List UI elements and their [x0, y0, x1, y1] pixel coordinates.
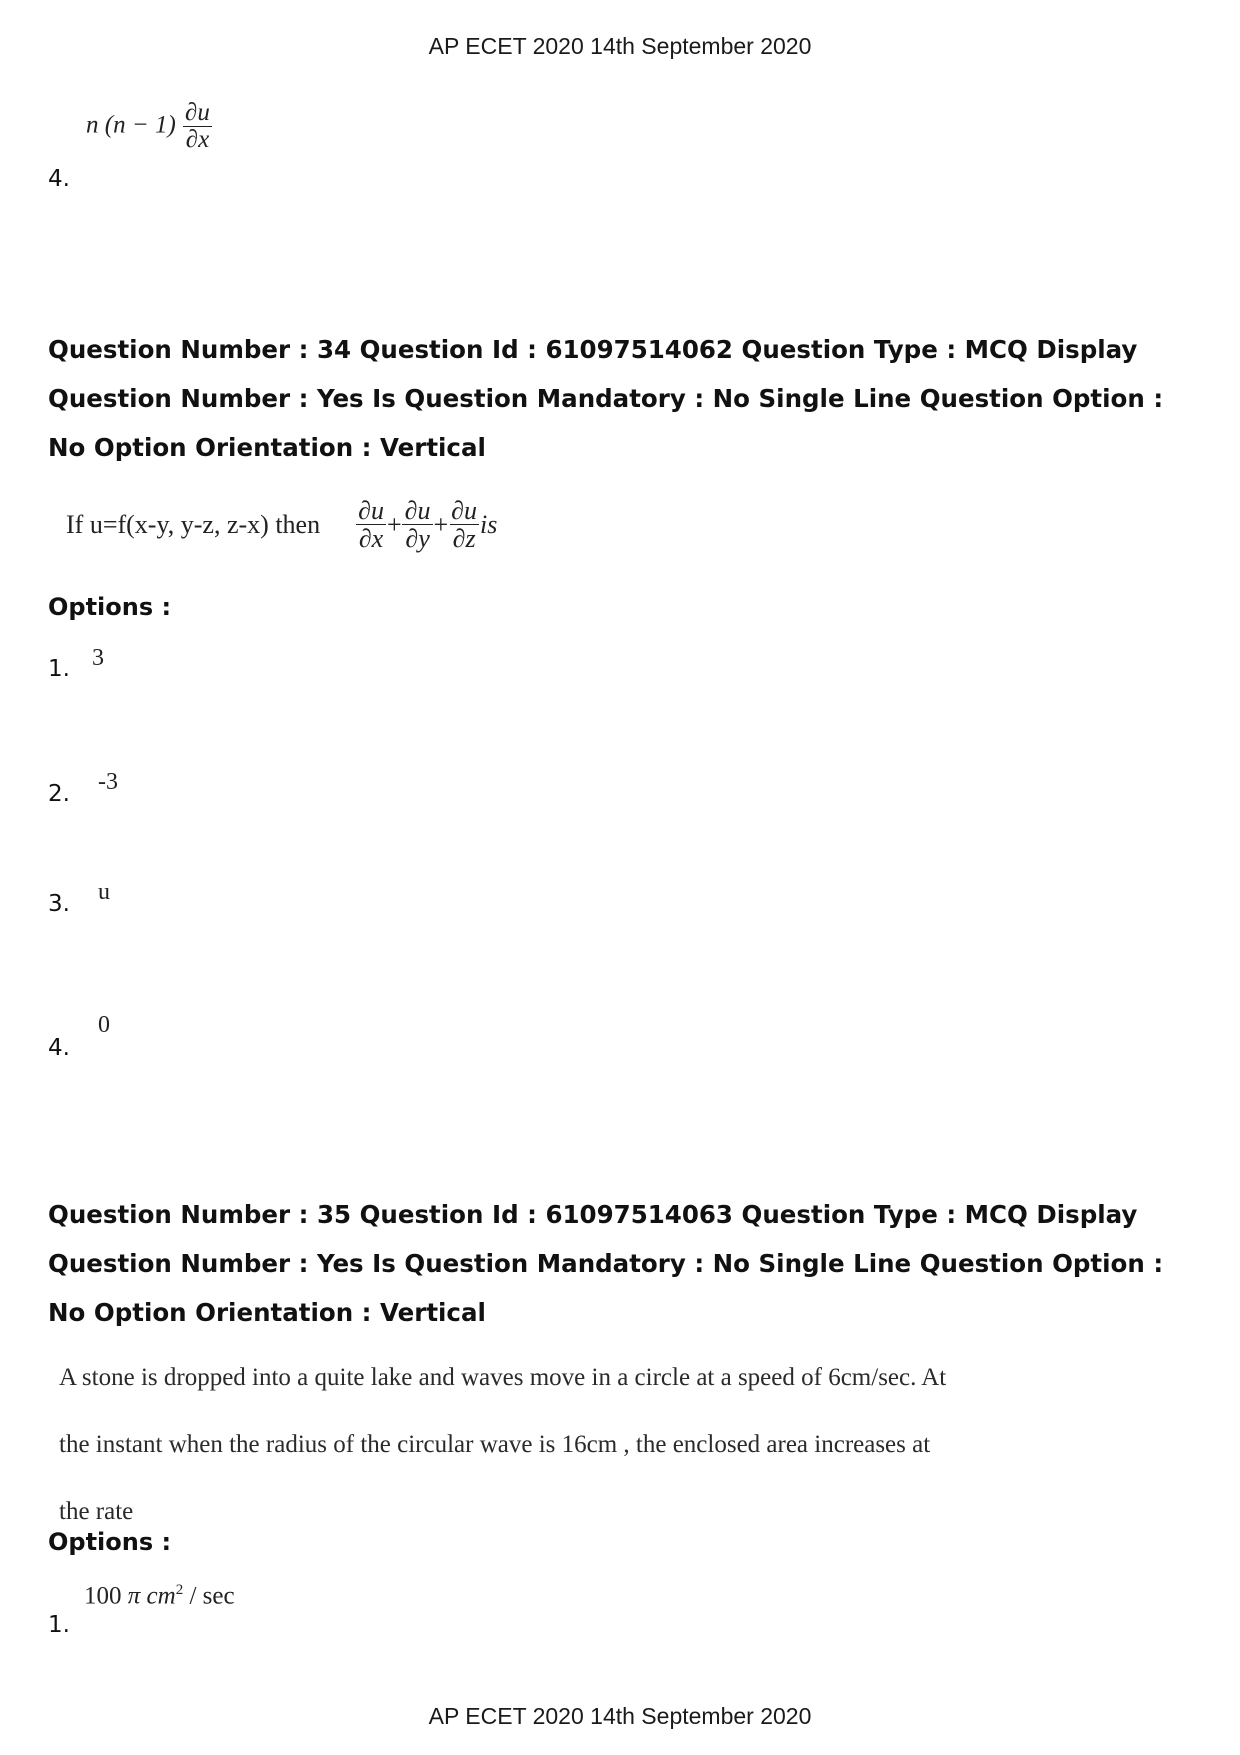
- page-footer: AP ECET 2020 14th September 2020: [428, 1703, 812, 1729]
- frac-numerator: ∂u: [451, 496, 478, 525]
- q34-option-3-value[interactable]: u: [98, 879, 110, 905]
- per-unit: / sec: [189, 1582, 235, 1610]
- q34-term-dz: [448, 497, 480, 553]
- unit-power: 2: [175, 1582, 184, 1598]
- q35-option-1-value[interactable]: [84, 1582, 235, 1610]
- prev-option-4-number: 4.: [48, 166, 70, 192]
- pi-symbol: π: [127, 1582, 141, 1610]
- q35-stem-line: the instant when the radius of the circular wave is 16cm , the enclosed area increases at: [59, 1431, 931, 1458]
- q35-stem: [59, 1344, 959, 1545]
- q34-option-2-value[interactable]: -3: [98, 769, 118, 795]
- frac-denominator: ∂x: [183, 126, 212, 153]
- q34-stem-text: If u=f(x-y, y-z, z-x) then: [66, 509, 321, 539]
- frac-denominator: ∂x: [356, 524, 386, 552]
- q34-term-dy: [402, 497, 434, 553]
- q34-tail: is: [480, 509, 498, 539]
- q35-stem-line: the rate: [59, 1498, 134, 1525]
- q35-option-1-number: 1.: [48, 1612, 70, 1638]
- page-header: AP ECET 2020 14th September 2020: [428, 33, 812, 59]
- q35-stem-line: A stone is dropped into a quite lake and waves move in a circle at a speed of 6cm/sec. At: [59, 1364, 947, 1391]
- q34-stem: [66, 497, 497, 553]
- q35-options-label: Options :: [48, 1528, 172, 1556]
- q34-options-label: Options :: [48, 593, 172, 621]
- q34-option-4-number: 4.: [48, 1035, 70, 1061]
- q34-option-3-number: 3.: [48, 891, 70, 917]
- prev-option-4-formula: [86, 100, 213, 154]
- q35-meta: Question Number : 35 Question Id : 61097514063 Question Type : MCQ Display Question Number : Yes Is Question Mandatory : No Single Line Question Option : No Option Orientation : Vertical: [48, 1200, 1164, 1327]
- q34-option-2-number: 2.: [48, 781, 70, 807]
- prev-option-coef: n (n − 1): [86, 111, 176, 139]
- option-coef: 100: [84, 1582, 122, 1610]
- q34-option-1-number: 1.: [48, 656, 70, 682]
- frac-denominator: ∂z: [450, 524, 479, 552]
- frac-numerator: ∂u: [404, 496, 431, 525]
- prev-option-fraction: [182, 100, 213, 154]
- frac-numerator: ∂u: [358, 496, 384, 525]
- q34-option-1-value[interactable]: 3: [92, 645, 104, 671]
- frac-denominator: ∂y: [402, 524, 432, 552]
- q34-term-dx: [355, 497, 387, 553]
- q34-option-4-value[interactable]: 0: [98, 1012, 110, 1038]
- q34-meta: Question Number : 34 Question Id : 61097514062 Question Type : MCQ Display Question Number : Yes Is Question Mandatory : No Single Line Question Option : No Option Orientation : Vertical: [48, 335, 1164, 462]
- unit: cm: [146, 1582, 176, 1610]
- plus-sign: +: [433, 509, 449, 539]
- frac-numerator: ∂u: [185, 99, 210, 126]
- plus-sign: +: [386, 509, 402, 539]
